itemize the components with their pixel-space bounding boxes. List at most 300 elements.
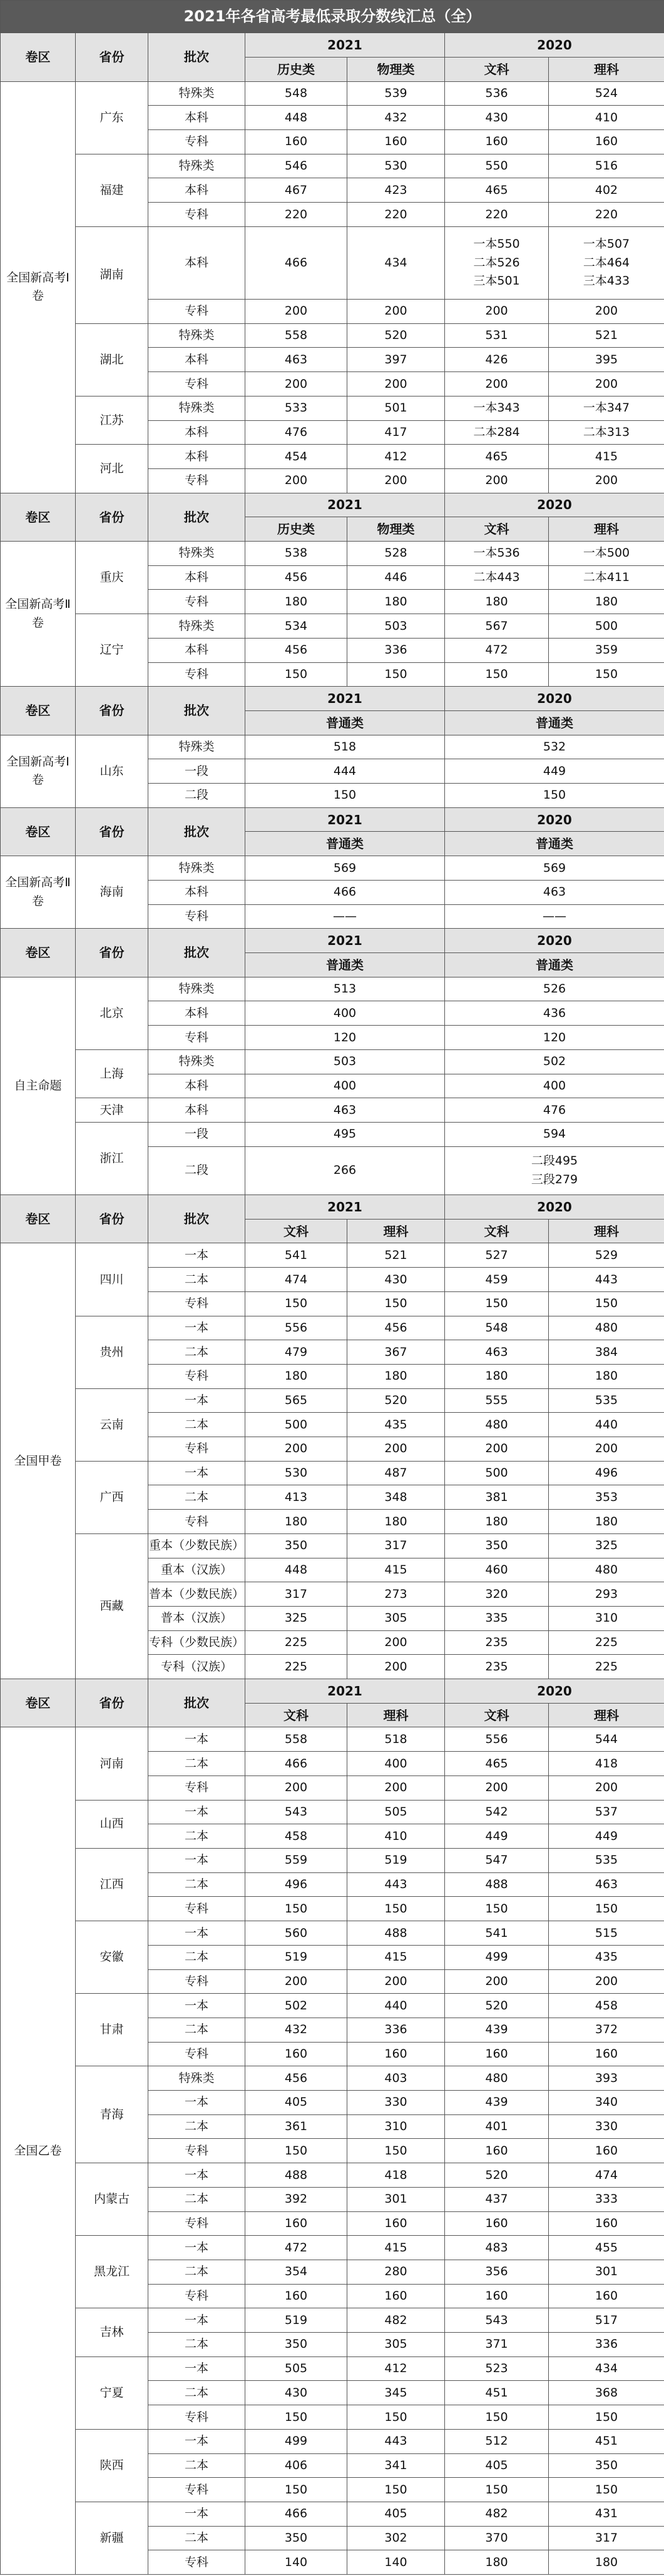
score-cell: 403 bbox=[347, 2066, 445, 2091]
score-cell: 455 bbox=[549, 2236, 664, 2260]
score-cell: 430 bbox=[347, 1268, 445, 1292]
province-cell: 浙江 bbox=[76, 1122, 148, 1195]
province-cell: 辽宁 bbox=[76, 614, 148, 687]
batch-cell: 专科 bbox=[148, 203, 245, 227]
score-cell: 430 bbox=[245, 2381, 347, 2405]
score-cell: 341 bbox=[347, 2453, 445, 2478]
batch-cell: 本科 bbox=[148, 638, 245, 662]
score-cell: 120 bbox=[245, 1026, 445, 1050]
header-batch: 批次 bbox=[148, 493, 245, 541]
header-juan: 卷区 bbox=[1, 687, 76, 735]
batch-cell: 专科 bbox=[148, 372, 245, 397]
score-cell: 200 bbox=[347, 1969, 445, 1994]
score-cell: 410 bbox=[549, 106, 664, 130]
score-cell: 556 bbox=[245, 1316, 347, 1340]
score-cell: 200 bbox=[549, 1775, 664, 1800]
score-cell: 440 bbox=[347, 1994, 445, 2018]
score-cell: 544 bbox=[549, 1727, 664, 1752]
score-cell: 200 bbox=[445, 1969, 549, 1994]
score-cell: 516 bbox=[549, 154, 664, 178]
table-row bbox=[1, 735, 664, 759]
batch-cell: 二本 bbox=[148, 1340, 245, 1365]
score-cell: 371 bbox=[445, 2333, 549, 2357]
batch-cell: 一段 bbox=[148, 759, 245, 784]
score-cell: 180 bbox=[445, 2550, 549, 2575]
score-cell: 317 bbox=[347, 1533, 445, 1558]
score-cell: 451 bbox=[549, 2429, 664, 2453]
batch-cell: 专科 bbox=[148, 2405, 245, 2430]
score-cell: 180 bbox=[245, 1510, 347, 1534]
score-cell: 401 bbox=[445, 2114, 549, 2139]
batch-cell: 一本 bbox=[148, 2091, 245, 2115]
score-cell: 460 bbox=[445, 1558, 549, 1582]
header-row bbox=[1, 807, 664, 832]
score-cell: 519 bbox=[347, 1849, 445, 1873]
province-cell: 河南 bbox=[76, 1727, 148, 1800]
score-cell: 488 bbox=[245, 2163, 347, 2188]
score-cell: 180 bbox=[445, 1364, 549, 1388]
batch-cell: 专科 bbox=[148, 1897, 245, 1921]
batch-cell: 一本 bbox=[148, 1316, 245, 1340]
score-cell: 180 bbox=[445, 590, 549, 614]
score-cell: 431 bbox=[549, 2502, 664, 2526]
score-cell: 521 bbox=[549, 323, 664, 348]
header-row bbox=[1, 493, 664, 517]
score-cell: 430 bbox=[445, 106, 549, 130]
score-cell: 350 bbox=[445, 1533, 549, 1558]
score-cell: 150 bbox=[245, 1291, 347, 1316]
header-juan: 卷区 bbox=[1, 33, 76, 81]
score-cell: 150 bbox=[445, 784, 664, 808]
score-cell: 180 bbox=[347, 1364, 445, 1388]
score-cell: 465 bbox=[445, 1752, 549, 1776]
province-cell: 陕西 bbox=[76, 2429, 148, 2502]
batch-cell: 专科 bbox=[148, 2550, 245, 2575]
juan-cell: 自主命题 bbox=[1, 977, 76, 1195]
score-cell: 443 bbox=[549, 1268, 664, 1292]
header-batch: 批次 bbox=[148, 929, 245, 977]
score-cell: 305 bbox=[347, 2333, 445, 2357]
header-row bbox=[1, 687, 664, 711]
table-row bbox=[1, 1316, 664, 1340]
score-cell: 368 bbox=[549, 2381, 664, 2405]
score-cell: 444 bbox=[245, 759, 445, 784]
score-cell: 310 bbox=[549, 1606, 664, 1630]
batch-cell: 专科 bbox=[148, 2478, 245, 2502]
header-batch: 批次 bbox=[148, 33, 245, 81]
header-subject: 普通类 bbox=[445, 710, 664, 735]
batch-cell: 特殊类 bbox=[148, 735, 245, 759]
score-cell: 480 bbox=[549, 1558, 664, 1582]
score-cell: 449 bbox=[445, 1824, 549, 1849]
batch-cell: 本科 bbox=[148, 1001, 245, 1026]
score-cell: 463 bbox=[245, 348, 347, 372]
score-cell: 150 bbox=[549, 662, 664, 687]
batch-cell: 一本 bbox=[148, 1388, 245, 1413]
score-cell: 536 bbox=[445, 81, 549, 106]
header-subject: 文科 bbox=[445, 517, 549, 542]
score-cell: 437 bbox=[445, 2187, 549, 2211]
score-cell: 451 bbox=[445, 2381, 549, 2405]
score-cell: 350 bbox=[245, 1533, 347, 1558]
header-subject: 历史类 bbox=[245, 57, 347, 81]
score-cell: 476 bbox=[245, 420, 347, 445]
score-cell: 200 bbox=[445, 468, 549, 493]
table-row bbox=[1, 1388, 664, 1413]
score-cell: 370 bbox=[445, 2526, 549, 2550]
score-cell: 503 bbox=[245, 1049, 445, 1074]
province-cell: 安徽 bbox=[76, 1921, 148, 1994]
header-year-2021: 2021 bbox=[245, 687, 445, 711]
score-cell: 336 bbox=[347, 2018, 445, 2042]
score-cell: 266 bbox=[245, 1146, 445, 1195]
batch-cell: 一段 bbox=[148, 1122, 245, 1146]
batch-cell: 专科 bbox=[148, 300, 245, 324]
table-row bbox=[1, 1098, 664, 1123]
batch-cell: 二段 bbox=[148, 784, 245, 808]
province-cell: 海南 bbox=[76, 856, 148, 929]
score-cell: 325 bbox=[549, 1533, 664, 1558]
score-cell: 569 bbox=[445, 856, 664, 881]
score-cell: 432 bbox=[245, 2018, 347, 2042]
score-cell: 160 bbox=[445, 2284, 549, 2308]
batch-cell: 专科 bbox=[148, 1510, 245, 1534]
province-cell: 江西 bbox=[76, 1849, 148, 1921]
score-cell: 200 bbox=[245, 372, 347, 397]
province-cell: 重庆 bbox=[76, 542, 148, 614]
score-cell: 354 bbox=[245, 2260, 347, 2284]
score-line: 一本507 bbox=[583, 237, 630, 251]
score-cell: 160 bbox=[347, 2284, 445, 2308]
batch-cell: 一本 bbox=[148, 1994, 245, 2018]
score-cell: 467 bbox=[245, 178, 347, 203]
batch-cell: 一本 bbox=[148, 2163, 245, 2188]
score-cell: 530 bbox=[347, 154, 445, 178]
score-cell: 200 bbox=[549, 1437, 664, 1462]
score-cell bbox=[445, 226, 549, 299]
score-cell: 518 bbox=[245, 735, 445, 759]
score-cell: 534 bbox=[245, 614, 347, 639]
score-cell: 410 bbox=[347, 1824, 445, 1849]
score-cell: 406 bbox=[245, 2453, 347, 2478]
batch-cell: 二本 bbox=[148, 1413, 245, 1437]
score-cell: 225 bbox=[549, 1630, 664, 1655]
province-cell: 新疆 bbox=[76, 2502, 148, 2574]
score-cell: 225 bbox=[245, 1655, 347, 1679]
batch-cell: 本科 bbox=[148, 348, 245, 372]
score-cell: 180 bbox=[347, 1510, 445, 1534]
score-cell: 463 bbox=[245, 1098, 445, 1123]
score-cell: 150 bbox=[445, 2478, 549, 2502]
batch-cell: 本科 bbox=[148, 1098, 245, 1123]
batch-cell: 重本（少数民族） bbox=[148, 1533, 245, 1558]
score-cell: 474 bbox=[245, 1268, 347, 1292]
table-row bbox=[1, 1800, 664, 1824]
score-cell: 310 bbox=[347, 2114, 445, 2139]
score-cell: 150 bbox=[347, 1291, 445, 1316]
header-subject: 文科 bbox=[245, 1219, 347, 1243]
score-cell: 180 bbox=[347, 590, 445, 614]
score-line: 二段495 bbox=[531, 1154, 578, 1168]
batch-cell: 特殊类 bbox=[148, 542, 245, 566]
score-cell: 526 bbox=[445, 977, 664, 1001]
score-cell: 200 bbox=[347, 1775, 445, 1800]
table-row bbox=[1, 1243, 664, 1268]
header-subject: 理科 bbox=[347, 1703, 445, 1727]
score-cell: 435 bbox=[347, 1413, 445, 1437]
score-cell: 476 bbox=[445, 1098, 664, 1123]
batch-cell: 二本 bbox=[148, 2333, 245, 2357]
header-row bbox=[1, 929, 664, 953]
score-cell: 400 bbox=[445, 1074, 664, 1098]
score-cell: 499 bbox=[245, 2429, 347, 2453]
batch-cell: 二本 bbox=[148, 2381, 245, 2405]
batch-cell: 一本 bbox=[148, 2236, 245, 2260]
score-cell: 480 bbox=[445, 2066, 549, 2091]
batch-cell: 一本 bbox=[148, 1243, 245, 1268]
score-cell: 415 bbox=[347, 1945, 445, 1969]
header-subject: 文科 bbox=[445, 1219, 549, 1243]
score-cell: 518 bbox=[347, 1727, 445, 1752]
batch-cell: 专科 bbox=[148, 2284, 245, 2308]
province-cell: 四川 bbox=[76, 1243, 148, 1316]
score-cell: 235 bbox=[445, 1630, 549, 1655]
score-cell: 359 bbox=[549, 638, 664, 662]
score-line: 三本433 bbox=[583, 274, 630, 288]
score-cell: 439 bbox=[445, 2091, 549, 2115]
score-cell: 432 bbox=[347, 106, 445, 130]
score-cell: 543 bbox=[245, 1800, 347, 1824]
score-cell: 140 bbox=[347, 2550, 445, 2575]
juan-cell: 全国新高考Ⅰ卷 bbox=[1, 81, 76, 493]
score-cell: 301 bbox=[549, 2260, 664, 2284]
score-cell: 542 bbox=[445, 1800, 549, 1824]
header-year-2020: 2020 bbox=[445, 687, 664, 711]
table-row bbox=[1, 542, 664, 566]
batch-cell: 一本 bbox=[148, 2308, 245, 2333]
province-cell: 吉林 bbox=[76, 2308, 148, 2356]
score-cell: 150 bbox=[245, 784, 445, 808]
header-province: 省份 bbox=[76, 1195, 148, 1243]
score-cell: 二本284 bbox=[445, 420, 549, 445]
table-row bbox=[1, 1727, 664, 1752]
score-cell: 500 bbox=[549, 614, 664, 639]
score-cell: 160 bbox=[445, 130, 549, 154]
score-cell: 555 bbox=[445, 1388, 549, 1413]
batch-cell: 专科 bbox=[148, 1291, 245, 1316]
score-cell: 535 bbox=[549, 1388, 664, 1413]
score-cell: 400 bbox=[245, 1001, 445, 1026]
score-cell: 435 bbox=[549, 1945, 664, 1969]
score-cell: 560 bbox=[245, 1921, 347, 1946]
score-cell: 472 bbox=[245, 2236, 347, 2260]
score-cell: 472 bbox=[445, 638, 549, 662]
header-subject: 物理类 bbox=[347, 517, 445, 542]
score-cell: 395 bbox=[549, 348, 664, 372]
score-cell: 372 bbox=[549, 2018, 664, 2042]
batch-cell: 本科 bbox=[148, 106, 245, 130]
score-cell: 529 bbox=[549, 1243, 664, 1268]
score-cell: 400 bbox=[245, 1074, 445, 1098]
score-cell: 一本343 bbox=[445, 396, 549, 420]
header-juan: 卷区 bbox=[1, 929, 76, 977]
province-cell: 湖南 bbox=[76, 226, 148, 323]
header-province: 省份 bbox=[76, 929, 148, 977]
batch-cell: 二本 bbox=[148, 1824, 245, 1849]
score-cell: 466 bbox=[245, 880, 445, 904]
score-cell: 160 bbox=[549, 2042, 664, 2066]
title-row bbox=[1, 1, 664, 33]
score-cell: 541 bbox=[445, 1921, 549, 1946]
table-row bbox=[1, 1461, 664, 1485]
table-row bbox=[1, 81, 664, 106]
score-cell: 448 bbox=[245, 1558, 347, 1582]
header-subject: 理科 bbox=[549, 517, 664, 542]
score-cell: 150 bbox=[347, 2405, 445, 2430]
score-cell: 200 bbox=[245, 300, 347, 324]
score-cell: 463 bbox=[549, 1872, 664, 1897]
province-cell: 山东 bbox=[76, 735, 148, 807]
header-juan: 卷区 bbox=[1, 807, 76, 856]
batch-cell: 特殊类 bbox=[148, 154, 245, 178]
score-cell: 200 bbox=[445, 372, 549, 397]
score-cell: 412 bbox=[347, 2356, 445, 2381]
score-cell: 440 bbox=[549, 1413, 664, 1437]
score-line: 二本526 bbox=[473, 255, 520, 270]
table-row bbox=[1, 2502, 664, 2526]
score-cell: 200 bbox=[347, 468, 445, 493]
province-cell: 贵州 bbox=[76, 1316, 148, 1388]
score-cell: 350 bbox=[245, 2333, 347, 2357]
province-cell: 上海 bbox=[76, 1049, 148, 1098]
table-row bbox=[1, 1122, 664, 1146]
score-cell: 449 bbox=[445, 759, 664, 784]
score-line: 三本501 bbox=[473, 274, 520, 288]
score-cell: —— bbox=[245, 904, 445, 929]
batch-cell: 二本 bbox=[148, 1752, 245, 1776]
header-year-2020: 2020 bbox=[445, 929, 664, 953]
score-cell: 150 bbox=[245, 2478, 347, 2502]
batch-cell: 特殊类 bbox=[148, 2066, 245, 2091]
score-cell: 458 bbox=[549, 1994, 664, 2018]
score-cell: 456 bbox=[245, 565, 347, 590]
score-cell: 594 bbox=[445, 1122, 664, 1146]
score-cell: 466 bbox=[245, 2502, 347, 2526]
score-cell bbox=[445, 1146, 664, 1195]
score-cell: 235 bbox=[445, 1655, 549, 1679]
score-cell: 530 bbox=[245, 1461, 347, 1485]
batch-cell: 专科 bbox=[148, 2211, 245, 2236]
header-year-2020: 2020 bbox=[445, 807, 664, 832]
province-cell: 江苏 bbox=[76, 396, 148, 444]
header-juan: 卷区 bbox=[1, 493, 76, 541]
score-cell: 160 bbox=[245, 2284, 347, 2308]
header-subject: 普通类 bbox=[445, 832, 664, 856]
header-subject: 普通类 bbox=[245, 832, 445, 856]
table-row bbox=[1, 2308, 664, 2333]
score-cell: 480 bbox=[445, 1413, 549, 1437]
score-cell: 160 bbox=[445, 2211, 549, 2236]
batch-cell: 专科 bbox=[148, 468, 245, 493]
score-cell: 180 bbox=[245, 590, 347, 614]
score-cell: 335 bbox=[445, 1606, 549, 1630]
score-cell: 220 bbox=[347, 203, 445, 227]
header-row bbox=[1, 1195, 664, 1220]
province-cell: 天津 bbox=[76, 1098, 148, 1123]
table-row bbox=[1, 1533, 664, 1558]
score-cell: 340 bbox=[549, 2091, 664, 2115]
score-cell: 333 bbox=[549, 2187, 664, 2211]
score-cell: 305 bbox=[347, 1606, 445, 1630]
score-cell: 482 bbox=[445, 2502, 549, 2526]
score-cell bbox=[549, 226, 664, 299]
score-cell: 443 bbox=[347, 2429, 445, 2453]
batch-cell: 普本（汉族） bbox=[148, 1606, 245, 1630]
score-cell: 二本443 bbox=[445, 565, 549, 590]
score-cell: 480 bbox=[549, 1316, 664, 1340]
score-cell: 200 bbox=[347, 1655, 445, 1679]
score-cell: 495 bbox=[245, 1122, 445, 1146]
header-batch: 批次 bbox=[148, 687, 245, 735]
header-province: 省份 bbox=[76, 807, 148, 856]
score-cell: 393 bbox=[549, 2066, 664, 2091]
score-cell: 547 bbox=[445, 1849, 549, 1873]
score-cell: 150 bbox=[445, 2405, 549, 2430]
batch-cell: 本科 bbox=[148, 1074, 245, 1098]
province-cell: 甘肃 bbox=[76, 1994, 148, 2066]
province-cell: 福建 bbox=[76, 154, 148, 226]
province-cell: 河北 bbox=[76, 445, 148, 493]
score-cell: 521 bbox=[347, 1243, 445, 1268]
score-cell: 325 bbox=[245, 1606, 347, 1630]
score-cell: 417 bbox=[347, 420, 445, 445]
score-cell: 180 bbox=[445, 1510, 549, 1534]
score-cell: 336 bbox=[549, 2333, 664, 2357]
batch-cell: 一本 bbox=[148, 1921, 245, 1946]
batch-cell: 本科 bbox=[148, 178, 245, 203]
province-cell: 北京 bbox=[76, 977, 148, 1049]
table-row bbox=[1, 154, 664, 178]
score-cell: 505 bbox=[347, 1800, 445, 1824]
header-year-2021: 2021 bbox=[245, 493, 445, 517]
batch-cell: 二本 bbox=[148, 2260, 245, 2284]
score-cell: 367 bbox=[347, 1340, 445, 1365]
province-cell: 山西 bbox=[76, 1800, 148, 1848]
score-cell: 273 bbox=[347, 1582, 445, 1607]
score-cell: 496 bbox=[245, 1872, 347, 1897]
table-row bbox=[1, 977, 664, 1001]
batch-cell: 专科 bbox=[148, 2139, 245, 2163]
header-row bbox=[1, 1679, 664, 1704]
batch-cell: 专科（汉族） bbox=[148, 1655, 245, 1679]
score-cell: 565 bbox=[245, 1388, 347, 1413]
batch-cell: 专科 bbox=[148, 1437, 245, 1462]
score-cell: 500 bbox=[245, 1413, 347, 1437]
score-cell: 160 bbox=[549, 2211, 664, 2236]
score-cell: 454 bbox=[245, 445, 347, 469]
score-cell: 220 bbox=[245, 203, 347, 227]
batch-cell: 专科 bbox=[148, 1775, 245, 1800]
header-subject: 文科 bbox=[445, 57, 549, 81]
batch-cell: 本科 bbox=[148, 445, 245, 469]
header-subject: 历史类 bbox=[245, 517, 347, 542]
score-cell: 436 bbox=[445, 1001, 664, 1026]
batch-cell: 二本 bbox=[148, 1945, 245, 1969]
table-row bbox=[1, 2236, 664, 2260]
score-cell: 301 bbox=[347, 2187, 445, 2211]
score-cell: 150 bbox=[549, 2405, 664, 2430]
score-cell: 556 bbox=[445, 1727, 549, 1752]
